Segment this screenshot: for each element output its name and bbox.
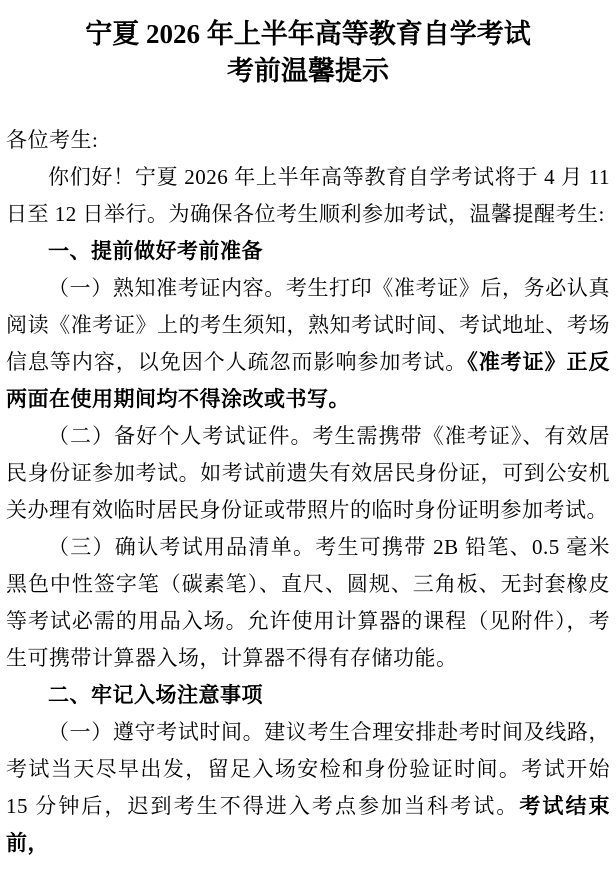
section2-item1 xyxy=(6,714,610,862)
document-title xyxy=(6,16,610,90)
section2-heading: 二、牢记入场注意事项 xyxy=(48,684,263,707)
section1-item2: （二）备好个人考试证件。考生需携带《准考证》、有效居民身份证参加考试。如考试前遗失有效居民身份证，可到公安机关办理有效临时居民身份证或带照片的临时身份证明参加考试。 xyxy=(6,424,610,522)
section2-item1-text: （一）遵守考试时间。建议考生合理安排赴考时间及线路，考试当天尽早出发，留足入场安检和身份验证时间。考试开始 15 分钟后，迟到考生不得进入考点参加当科考试。 xyxy=(6,720,610,818)
title-line-2: 考前温馨提示 xyxy=(227,56,389,86)
document-body xyxy=(6,122,610,862)
section2-item1-emphasis: 考试结束前， xyxy=(6,795,611,855)
section1-item1-emphasis: 《准考证》正反两面在使用期间均不得涂改或书写。 xyxy=(6,351,611,411)
intro-paragraph: 你们好！宁夏 2026 年上半年高等教育自学考试将于 4 月 11 日至 12 日举行。为确保各位考生顺利参加考试，温馨提醒考生: xyxy=(6,165,610,226)
section1-item3: （三）确认考试用品清单。考生可携带 2B 铅笔、0.5 毫米黑色中性签字笔（碳素笔）、直尺、圆规、三角板、无封套橡皮等考试必需的用品入场。允许使用计算器的课程（见附件），考生可携带计算器入场，计算器不得有存储功能。 xyxy=(6,535,610,670)
section1-item1 xyxy=(6,270,610,418)
section1-heading: 一、提前做好考前准备 xyxy=(48,240,263,263)
title-line-1: 宁夏 2026 年上半年高等教育自学考试 xyxy=(85,19,531,49)
section1-item1-text: （一）熟知准考证内容。考生打印《准考证》后，务必认真阅读《准考证》上的考生须知，熟知考试时间、考试地址、考场信息等内容，以免因个人疏忽而影响参加考试。 xyxy=(6,276,610,374)
salutation: 各位考生: xyxy=(6,128,99,152)
